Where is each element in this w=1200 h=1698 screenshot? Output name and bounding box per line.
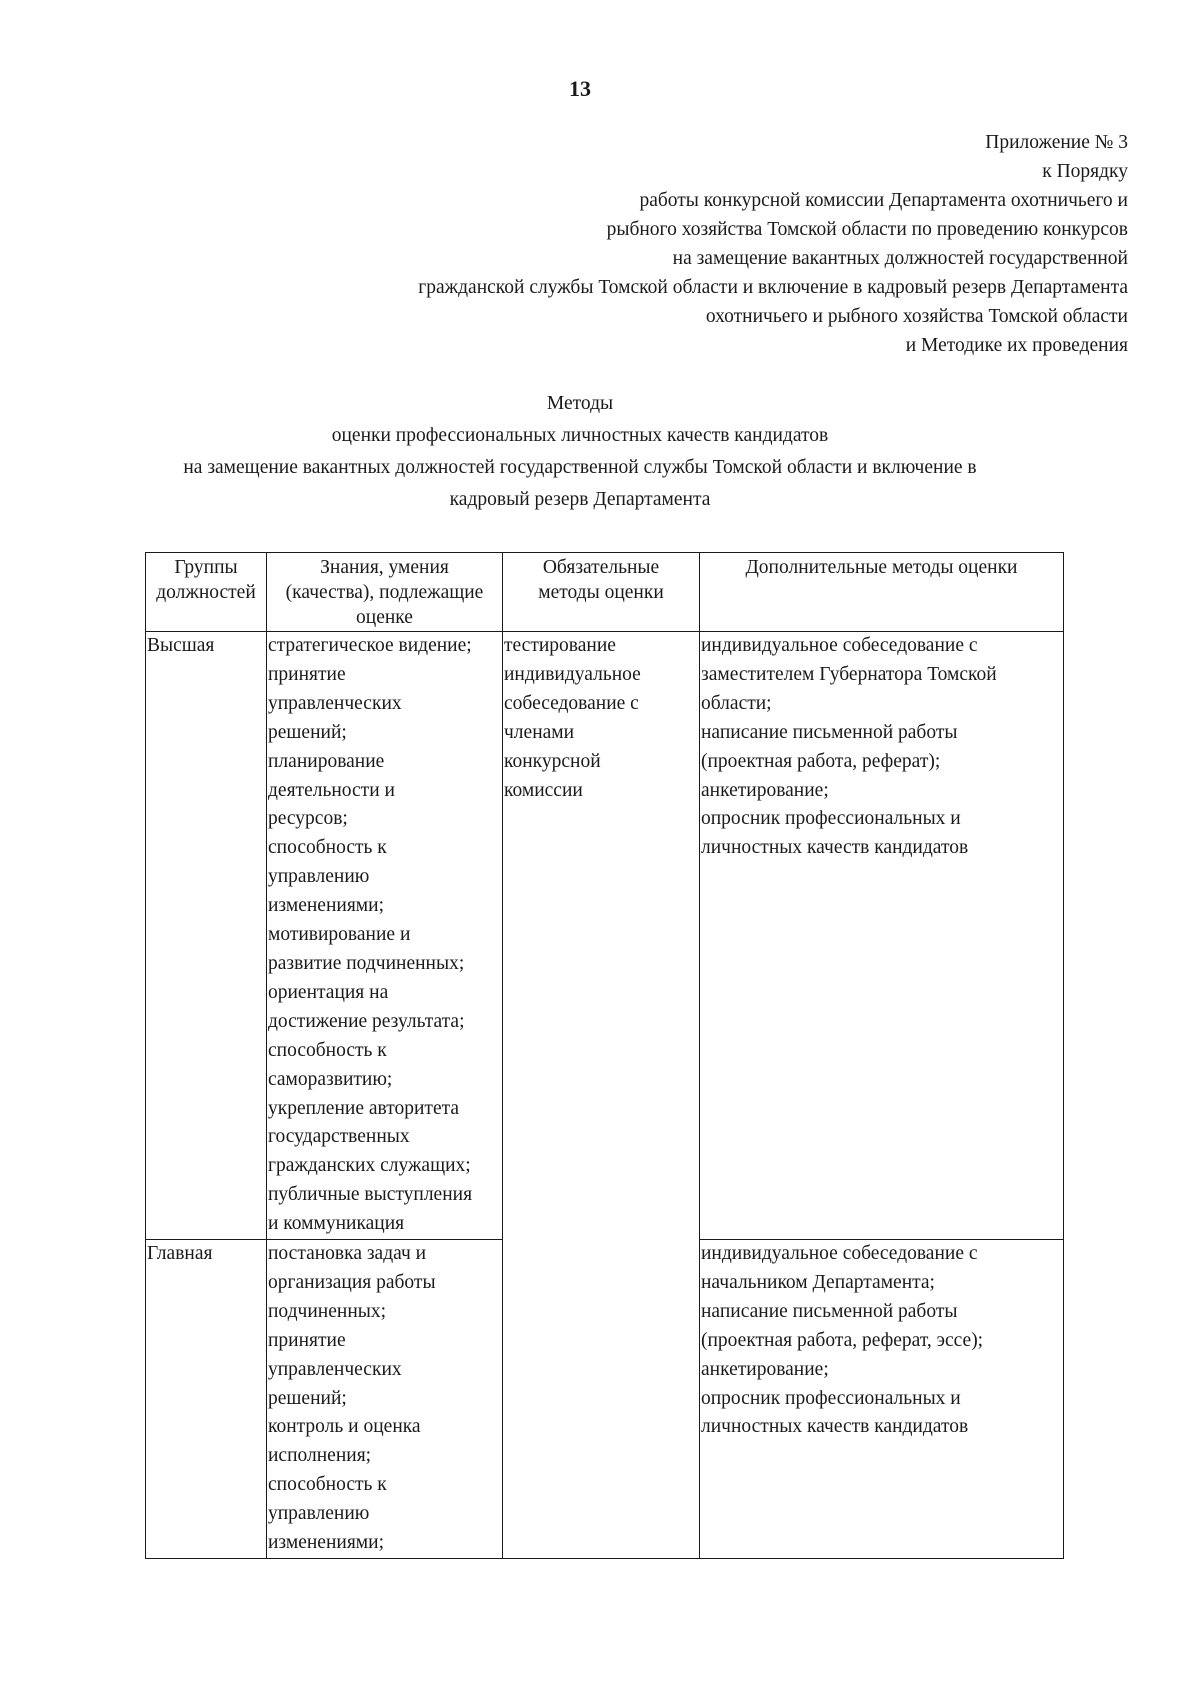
- appendix-line: к Порядку: [1042, 161, 1128, 182]
- appendix-line: и Методике их проведения: [905, 335, 1128, 356]
- appendix-line: охотничьего и рыбного хозяйства Томской области: [705, 306, 1128, 327]
- cell-line: конкурсной: [504, 750, 601, 772]
- cell-line: индивидуальное собеседование с: [701, 1243, 978, 1265]
- cell-line: укрепление авторитета: [268, 1097, 460, 1119]
- cell-line: изменениями;: [268, 895, 384, 917]
- cell-line: гражданских служащих;: [268, 1155, 471, 1177]
- cell-line: мотивирование и: [268, 924, 411, 946]
- cell-line: организация работы: [268, 1271, 436, 1293]
- cell-line: написание письменной работы: [701, 721, 958, 743]
- cell-line: написание письменной работы: [701, 1300, 958, 1322]
- cell-line: государственных: [268, 1126, 410, 1148]
- cell-line: опросник профессиональных и: [701, 1387, 961, 1409]
- cell-line: подчиненных;: [268, 1300, 387, 1322]
- cell-line: стратегическое видение;: [268, 635, 472, 656]
- table-row: [146, 632, 1064, 1240]
- page-number: 13: [569, 76, 591, 101]
- cell-line: ориентация на: [268, 981, 389, 1003]
- group-cell: [146, 1240, 267, 1559]
- cell-line: управлению: [268, 866, 370, 888]
- cell-line: контроль и оценка: [268, 1416, 421, 1438]
- cell-line: анкетирование;: [701, 1358, 829, 1380]
- cell-line: решений;: [268, 1387, 347, 1409]
- header-skills: [267, 553, 503, 632]
- skills-cell: [267, 1240, 503, 1559]
- header-line: Знания, умения: [320, 557, 449, 578]
- cell-line: индивидуальное собеседование с: [701, 635, 978, 656]
- cell-line: изменениями;: [268, 1532, 384, 1554]
- cell-line: решений;: [268, 721, 347, 743]
- header-line: оценке: [356, 607, 413, 628]
- cell-line: саморазвитию;: [268, 1068, 393, 1090]
- skills-cell: [267, 632, 503, 1240]
- cell-line: исполнения;: [268, 1445, 372, 1467]
- header-additional: [700, 553, 1064, 632]
- cell-line: управлению: [268, 1503, 370, 1525]
- cell-line: опросник профессиональных и: [701, 808, 961, 830]
- cell-line: достижение результата;: [268, 1010, 465, 1032]
- title-line: оценки профессиональных личностных качеств кандидатов: [331, 425, 829, 446]
- header-line: методы оценки: [538, 582, 664, 603]
- cell-line: принятие: [268, 1329, 346, 1351]
- cell-line: способность к: [268, 1474, 387, 1496]
- cell-line: развитие подчиненных;: [268, 952, 465, 974]
- group-label: Высшая: [147, 635, 215, 656]
- cell-line: членами: [504, 721, 575, 743]
- appendix-line: Приложение № 3: [985, 132, 1128, 153]
- cell-line: управленческих: [268, 692, 402, 714]
- cell-line: и коммуникация: [268, 1213, 405, 1235]
- appendix-line: рыбного хозяйства Томской области по проведению конкурсов: [606, 219, 1128, 240]
- header-line: должностей: [156, 582, 256, 603]
- additional-methods-cell: [700, 632, 1064, 1240]
- header-line: Обязательные: [542, 557, 660, 578]
- cell-line: управленческих: [268, 1358, 402, 1380]
- appendix-line: работы конкурсной комиссии Департамента охотничьего и: [639, 190, 1128, 211]
- additional-methods-cell: [700, 1240, 1064, 1559]
- appendix-header: [228, 128, 1128, 360]
- cell-line: постановка задач и: [268, 1243, 427, 1265]
- mandatory-methods-cell: [503, 632, 700, 1559]
- methods-table: [145, 552, 1064, 1559]
- cell-line: тестирование: [504, 635, 616, 656]
- appendix-line: гражданской службы Томской области и включение в кадровый резерв Департамента: [418, 277, 1128, 298]
- header-mandatory: [503, 553, 700, 632]
- title-line: Методы: [546, 393, 614, 414]
- cell-line: (проектная работа, реферат);: [701, 750, 941, 772]
- group-cell: [146, 632, 267, 1240]
- cell-line: индивидуальное: [504, 663, 641, 685]
- cell-line: (проектная работа, реферат, эссе);: [701, 1329, 984, 1351]
- cell-line: ресурсов;: [268, 808, 348, 830]
- cell-line: заместителем Губернатора Томской: [701, 663, 997, 685]
- cell-line: анкетирование;: [701, 779, 829, 801]
- header-line: Группы: [174, 557, 238, 578]
- header-line: Дополнительные методы оценки: [745, 557, 1018, 578]
- cell-line: деятельности и: [268, 779, 395, 801]
- cell-line: собеседование с: [504, 692, 639, 714]
- cell-line: публичные выступления: [268, 1184, 473, 1206]
- header-line: (качества), подлежащие: [285, 582, 484, 603]
- table-header-row: [146, 553, 1064, 632]
- cell-line: комиссии: [504, 779, 583, 801]
- title-line: кадровый резерв Департамента: [449, 489, 711, 510]
- header-groups: [146, 553, 267, 632]
- cell-line: способность к: [268, 837, 387, 859]
- cell-line: принятие: [268, 663, 346, 685]
- group-label: Главная: [147, 1243, 213, 1265]
- cell-line: планирование: [268, 750, 385, 772]
- cell-line: области;: [701, 692, 772, 714]
- title-line: на замещение вакантных должностей государственной службы Томской области и включение в: [183, 457, 977, 478]
- cell-line: начальником Департамента;: [701, 1271, 935, 1293]
- cell-line: личностных качеств кандидатов: [701, 837, 969, 859]
- cell-line: способность к: [268, 1039, 387, 1061]
- cell-line: личностных качеств кандидатов: [701, 1416, 969, 1438]
- document-title: [0, 388, 1160, 516]
- appendix-line: на замещение вакантных должностей государственной: [672, 248, 1128, 269]
